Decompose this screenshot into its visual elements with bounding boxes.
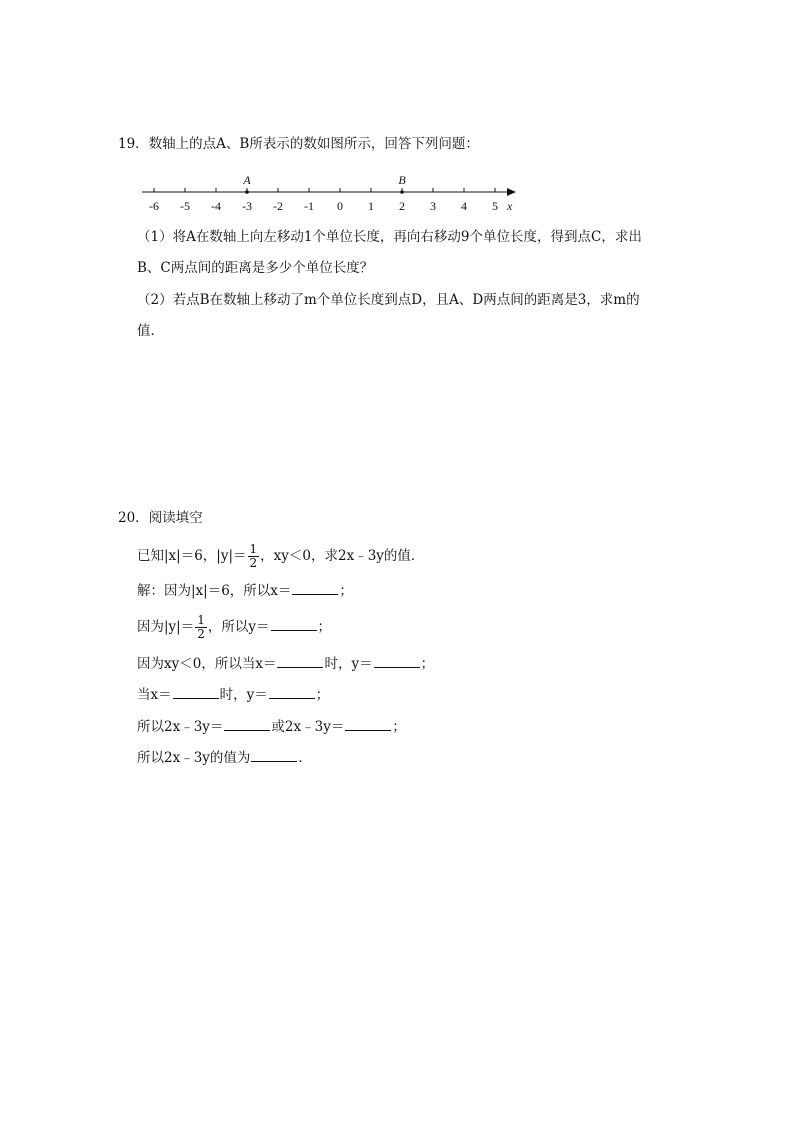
q19-part1-line2: B、C两点间的距离是多少个单位长度？	[137, 260, 374, 276]
fraction-half	[248, 543, 260, 570]
l2-mid: ，所以y＝	[207, 619, 270, 635]
q19-part2-line1: （2）若点B在数轴上移动了m个单位长度到点D，且A、D两点间的距离是3，求m的	[137, 292, 640, 308]
given-text-b: ，xy＜0，求2x﹣3y的值．	[260, 548, 425, 564]
blank-x-value[interactable]	[292, 582, 338, 595]
blank-final-answer[interactable]	[251, 749, 297, 762]
blank-case2-x[interactable]	[173, 686, 219, 699]
q19-stem-text: 数轴上的点A、B所表示的数如图所示，回答下列问题：	[148, 136, 479, 152]
l5-end: ；	[392, 719, 406, 735]
q19-part2-line2: 值．	[137, 323, 164, 339]
l2-text: 因为|y|＝	[137, 619, 195, 635]
tick-label: 5	[492, 199, 498, 213]
l4-text: 当x＝	[137, 687, 172, 703]
tick-label: -1	[304, 199, 314, 213]
l3-mid: 时，y＝	[324, 656, 373, 672]
blank-case1-x[interactable]	[277, 655, 323, 668]
axis-arrow-icon	[507, 188, 516, 196]
tick-label: 0	[337, 199, 343, 213]
q20-solution-line3	[137, 655, 434, 673]
l1-end: ；	[339, 583, 353, 599]
l5-mid: 或2x﹣3y＝	[271, 719, 345, 735]
q19-stem	[118, 135, 479, 153]
blank-result-1[interactable]	[224, 718, 270, 731]
tick-label: 2	[399, 199, 405, 213]
tick-label: -6	[149, 199, 159, 213]
point-a-label: A	[243, 173, 251, 187]
tick-label: -4	[211, 199, 221, 213]
l3-end: ；	[420, 656, 435, 672]
blank-case1-y[interactable]	[374, 655, 420, 668]
fraction-denominator: 2	[249, 556, 258, 570]
point-b-label: B	[398, 173, 406, 187]
l6-text: 所以2x﹣3y的值为	[137, 750, 251, 766]
blank-y-value[interactable]	[271, 618, 317, 631]
q19-number: 19．	[118, 136, 149, 152]
fraction-half-2	[195, 614, 207, 641]
q20-solution-line6	[137, 749, 312, 767]
axis-label: x	[507, 199, 513, 213]
tick-label: -2	[273, 199, 283, 213]
point-b-dot	[400, 190, 404, 194]
fraction-numerator-2: 1	[197, 613, 205, 627]
q19-part1-line1: （1）将A在数轴上向左移动1个单位长度，再向右移动9个单位长度，得到点C，求出	[137, 229, 642, 245]
tick-label: 4	[461, 199, 467, 213]
tick-label: 1	[368, 199, 374, 213]
l2-end: ；	[317, 619, 332, 635]
q20-given	[137, 541, 424, 571]
fraction-numerator: 1	[249, 542, 258, 556]
l6-end: ．	[298, 750, 312, 766]
q20-title: 阅读填空	[148, 510, 203, 526]
blank-case2-y[interactable]	[269, 686, 315, 699]
q20-solution-line2	[137, 612, 331, 642]
q20-solution-line1	[137, 582, 353, 600]
given-text-a: 已知|x|＝6，|y|＝	[137, 548, 247, 564]
tick-label: -3	[242, 199, 252, 213]
q20-solution-line4	[137, 686, 329, 704]
point-a-dot	[245, 190, 249, 194]
q20-solution-line5	[137, 718, 406, 736]
l4-end: ；	[315, 687, 330, 703]
l5-text: 所以2x﹣3y＝	[137, 719, 224, 735]
tick-label: -5	[180, 199, 190, 213]
l1-text: 解：因为|x|＝6，所以x＝	[137, 583, 292, 599]
q20-number: 20．	[118, 510, 149, 526]
tick-label: 3	[430, 199, 436, 213]
number-line	[0, 165, 794, 225]
l3-text: 因为xy＜0，所以当x＝	[137, 656, 277, 672]
blank-result-2[interactable]	[345, 718, 391, 731]
fraction-denominator-2: 2	[197, 627, 205, 641]
q20-heading	[118, 509, 203, 527]
l4-mid: 时，y＝	[219, 687, 268, 703]
